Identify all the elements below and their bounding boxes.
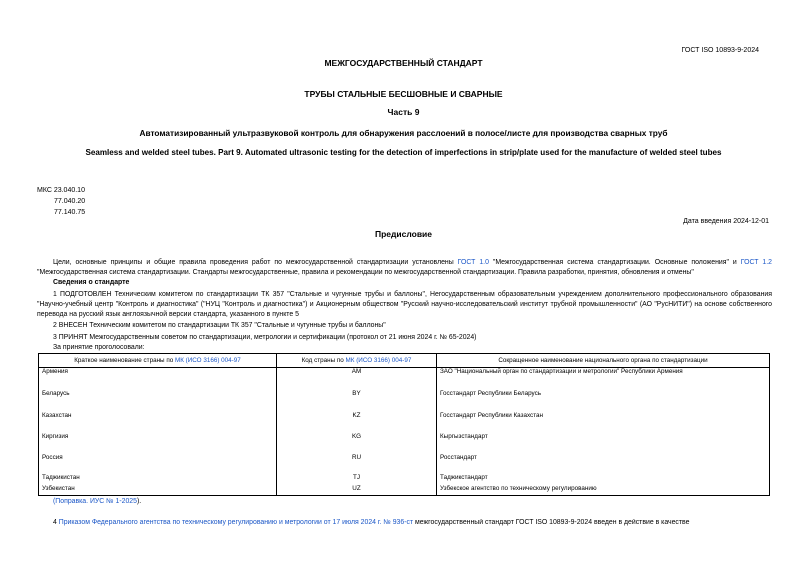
gost-1-2-link[interactable]: ГОСТ 1.2	[740, 259, 772, 266]
paragraph-text: "Межгосударственная система стандартизации. Стандарты межгосударственные, правила и рекомендации по межгосударственной стандартизации. Правила разработки, принятия, обновления и отмены"	[37, 269, 694, 276]
paragraph-text: межгосударственный стандарт ГОСТ ISO 10893-9-2024 введен в действие в качестве	[413, 519, 690, 526]
preface-paragraph-adopted: 3 ПРИНЯТ Межгосударственным советом по стандартизации, метрологии и сертификации (протокол от 21 июня 2024 г. № 65-2024)	[53, 334, 477, 341]
country-cell: Узбекистан	[39, 485, 277, 496]
voted-label: За принятие проголосовали:	[53, 344, 145, 351]
amendment-note	[53, 498, 141, 505]
gost-1-0-link[interactable]: ГОСТ 1.0	[457, 259, 489, 266]
preface-paragraph-1	[37, 258, 772, 278]
table-row	[39, 474, 770, 485]
mks-code-2: 77.040.20	[54, 198, 86, 205]
standard-info-heading: Сведения о стандарте	[53, 279, 130, 286]
preface-paragraph-submitted: 2 ВНЕСЕН Техническим комитетом по стандартизации ТК 357 "Стальные и чугунные трубы и баллоны"	[53, 322, 386, 329]
column-header-code	[277, 354, 437, 368]
code-cell: KG	[277, 433, 437, 454]
code-cell: AM	[277, 368, 437, 390]
mks-code-1: МКС 23.040.10	[37, 187, 85, 194]
header-text: Краткое наименование страны по	[74, 357, 175, 364]
amendment-paren-open: (	[53, 498, 56, 505]
country-cell: Беларусь	[39, 390, 277, 412]
part-heading: Часть 9	[387, 107, 420, 117]
gost-code: ГОСТ ISO 10893-9-2024	[681, 47, 759, 54]
country-cell: Киргизия	[39, 433, 277, 454]
column-header-body: Сокращенное наименование национального органа по стандартизации	[437, 354, 770, 368]
intro-date: Дата введения 2024-12-01	[683, 218, 769, 225]
table-row	[39, 390, 770, 412]
code-cell: TJ	[277, 474, 437, 485]
english-title: Seamless and welded steel tubes. Part 9. Automated ultrasonic testing for the detection of imperfections in strip/plate used for the manufacture of welded steel tubes	[85, 148, 722, 157]
header-text: Код страны по	[301, 357, 346, 364]
document-subtitle: Автоматизированный ультразвуковой контроль для обнаружения расслоений в полосе/листе для производства сварных труб	[139, 128, 668, 138]
preface-heading: Предисловие	[374, 229, 433, 239]
body-cell: Госстандарт Республики Казахстан	[437, 412, 770, 433]
paragraph-text: "Межгосударственная система стандартизации. Основные положения" и	[488, 259, 741, 266]
column-header-country	[39, 354, 277, 368]
body-cell: Госстандарт Республики Беларусь	[437, 390, 770, 412]
table-row	[39, 368, 770, 390]
body-cell: Кыргызстандарт	[437, 433, 770, 454]
standard-type-heading: МЕЖГОСУДАРСТВЕННЫЙ СТАНДАРТ	[324, 58, 483, 68]
document-title: ТРУБЫ СТАЛЬНЫЕ БЕСШОВНЫЕ И СВАРНЫЕ	[304, 89, 503, 99]
country-cell: Армения	[39, 368, 277, 390]
body-cell: ЗАО "Национальный орган по стандартизации и метрологии" Республики Армения	[437, 368, 770, 390]
country-cell: Россия	[39, 454, 277, 474]
mk-iso-3166-link[interactable]: МК (ИСО 3166) 004-97	[345, 357, 412, 364]
table-row	[39, 485, 770, 496]
paragraph-text: Цели, основные принципы и общие правила проведения работ по межгосударственной стандартизации установлены	[53, 259, 458, 266]
table-row	[39, 412, 770, 433]
preface-paragraph-order	[37, 519, 772, 526]
code-cell: UZ	[277, 485, 437, 496]
code-cell: BY	[277, 390, 437, 412]
body-cell: Таджикстандарт	[437, 474, 770, 485]
body-cell: Росстандарт	[437, 454, 770, 474]
code-cell: RU	[277, 454, 437, 474]
table-header-row	[39, 354, 770, 368]
amendment-paren-close: ).	[136, 498, 142, 505]
table-row	[39, 433, 770, 454]
body-cell: Узбекское агентство по техническому регулированию	[437, 485, 770, 496]
voting-countries-table	[38, 353, 770, 496]
paragraph-number: 4	[53, 519, 59, 526]
table-row	[39, 454, 770, 474]
mk-iso-3166-link[interactable]: МК (ИСО 3166) 004-97	[174, 357, 241, 364]
mks-code-3: 77.140.75	[54, 209, 86, 216]
code-cell: KZ	[277, 412, 437, 433]
country-cell: Казахстан	[39, 412, 277, 433]
country-cell: Таджикистан	[39, 474, 277, 485]
rosstandart-order-link[interactable]: Приказом Федерального агентства по техническому регулированию и метрологии от 17 июля 2024 г. № 936-ст	[58, 519, 414, 526]
amendment-link[interactable]: Поправка. ИУС № 1-2025	[55, 498, 137, 505]
preface-paragraph-prepared: 1 ПОДГОТОВЛЕН Техническим комитетом по стандартизации ТК 357 "Стальные и чугунные трубы и баллоны", Негосударственным образовательным учреждением дополнительного профессионального образования "Научно-учебный центр "Контроль и диагностика" ("НУЦ "Контроль и диагностика") и Акционерным обществом "Русский научно-исследовательский институт трубной промышленности" (АО "РусНИТИ") на основе собственного перевода на русский язык англоязычной версии стандарта, указанного в пункте 5	[37, 291, 772, 318]
